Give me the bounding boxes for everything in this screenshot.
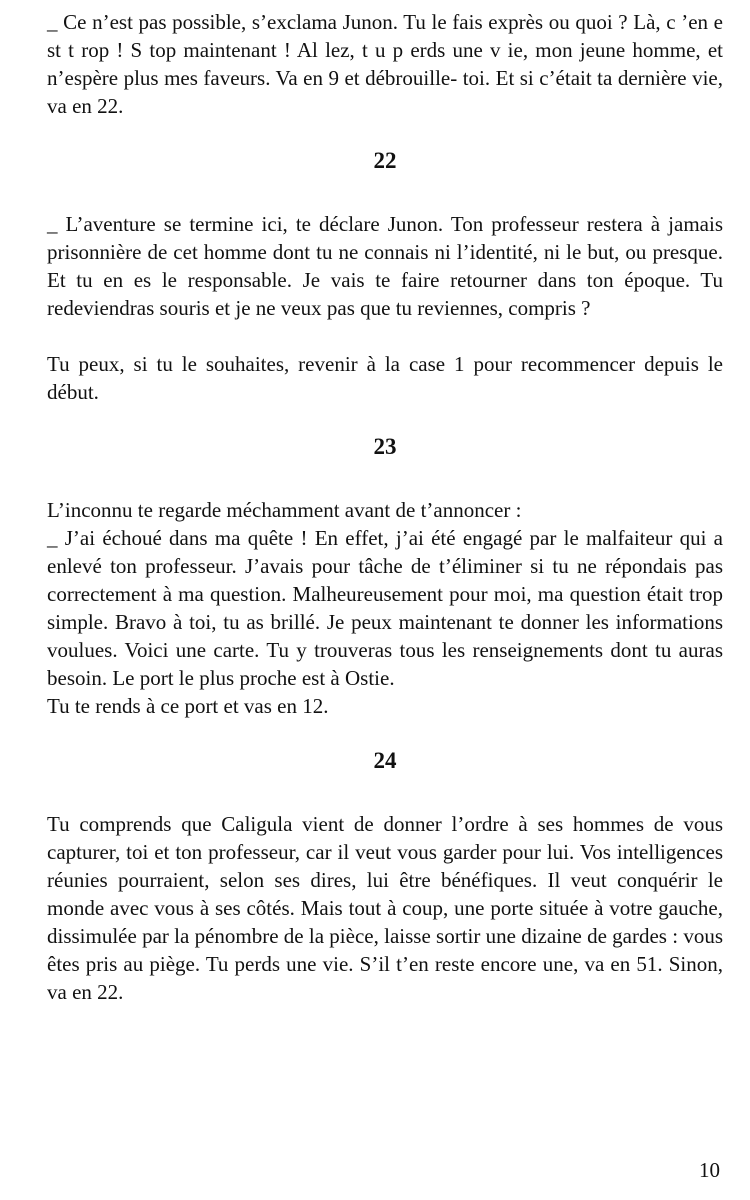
spacer <box>47 720 723 747</box>
section-23-intro-line: L’inconnu te regarde méchamment avant de t’annoncer : <box>47 498 522 522</box>
spacer <box>47 406 723 433</box>
spacer <box>47 120 723 147</box>
section-23-paragraph: _ J’ai échoué dans ma quête ! En effet, j’ai été engagé par le malfaiteur qui a enlevé ton professeur. J’avais pour tâche de t’éliminer si tu ne répondais pas correctement à ma question. Malheureusement pour moi, ma question était trop simple. Bravo à toi, tu as brillé. Je peux maintenant te donner les informations voulues. Voici une carte. Tu y trouveras tous les renseignements dont tu auras besoin. Le port le plus proche est à Ostie. <box>47 526 723 690</box>
spacer <box>47 322 723 350</box>
spacer <box>47 175 723 210</box>
section-22-paragraph-2: Tu peux, si tu le souhaites, revenir à la case 1 pour recommencer depuis le début. <box>47 352 723 404</box>
book-page <box>47 8 723 1006</box>
section-heading-22: 22 <box>373 148 397 173</box>
spacer <box>47 461 723 496</box>
section-23-last-line: Tu te rends à ce port et vas en 12. <box>47 694 329 718</box>
section-heading-24: 24 <box>373 748 397 773</box>
page-number: 10 <box>699 1158 720 1182</box>
section-22-paragraph-1: _ L’aventure se termine ici, te déclare Junon. Ton professeur restera à jamais prisonnière de cet homme dont tu ne connais ni l’identité, ni le but, ou presque. Et tu en es le responsable. Je vais te faire retourner dans ton époque. Tu redeviendras souris et je ne veux pas que tu reviennes, compris ? <box>47 212 723 320</box>
section-24-paragraph: Tu comprends que Caligula vient de donner l’ordre à ses hommes de vous capturer, toi et ton professeur, car il veut vous garder pour lui. Vos intelligences réunies pourraient, selon ses dires, lui être bénéfiques. Il veut conquérir le monde avec vous à ses côtés. Mais tout à coup, une porte située à votre gauche, dissimulée par la pénombre de la pièce, laisse sortir une dizaine de gardes : vous êtes pris au piège. Tu perds une vie. S’il t’en reste encore une, va en 51. Sinon, va en 22. <box>47 812 723 1004</box>
intro-paragraph: _ Ce n’est pas possible, s’exclama Junon. Tu le fais exprès ou quoi ? Là, c ’en e st t rop ! S top maintenant ! Al lez, t u p erds une v ie, mon jeune homme, et n’espère plus mes faveurs. Va en 9 et débrouille- toi. Et si c’était ta dernière vie, va en 22. <box>47 10 723 118</box>
spacer <box>47 775 723 810</box>
section-heading-23: 23 <box>373 434 397 459</box>
